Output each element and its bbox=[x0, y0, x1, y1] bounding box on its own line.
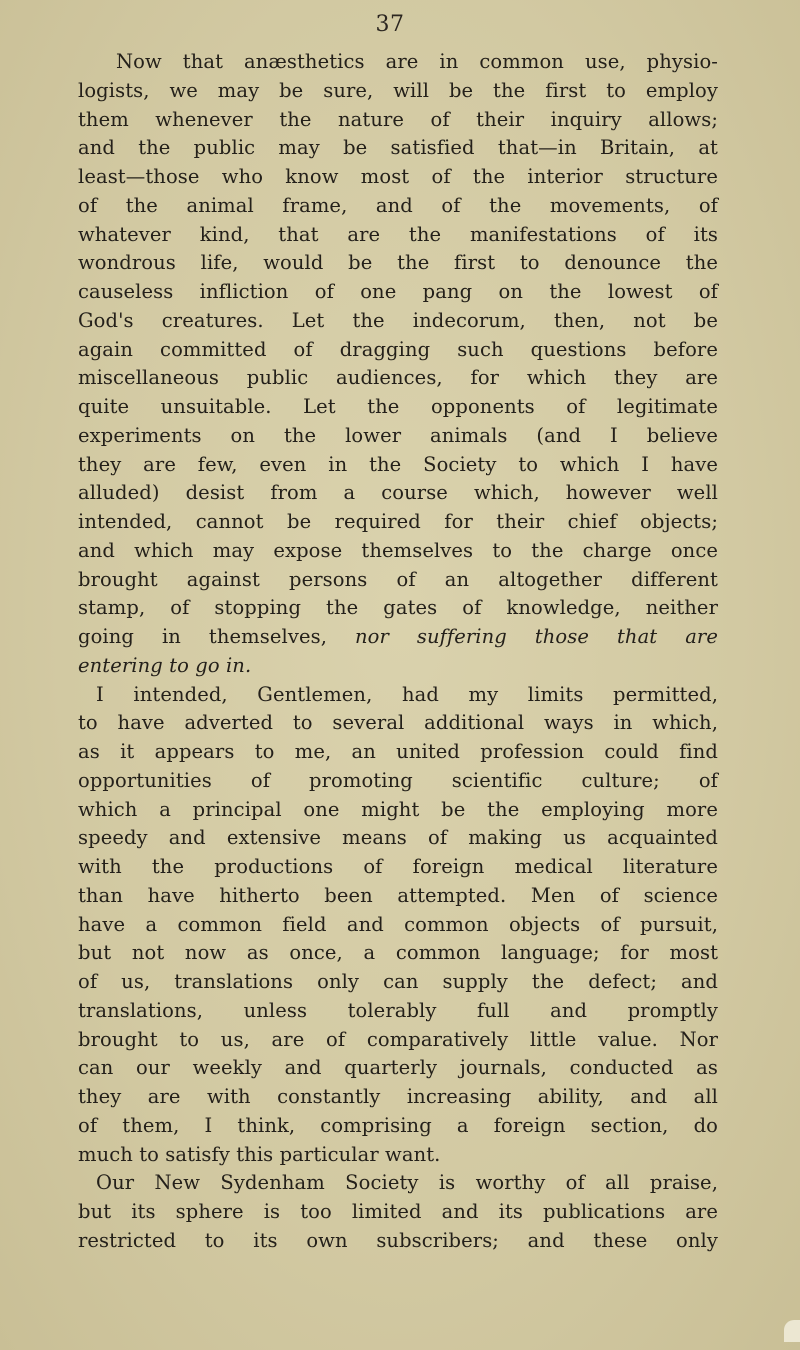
text-line: of us, translations only can supply the defect; and bbox=[78, 970, 718, 993]
text-line: but not now as once, a common language; for most bbox=[78, 941, 718, 965]
text-line-italic: entering to go in. bbox=[78, 653, 252, 677]
text-line: God's creatures. Let the indecorum, then, not be bbox=[78, 308, 718, 332]
text-line: and the public may be satisfied that—in Britain, at bbox=[78, 136, 718, 160]
text-line: opportunities of promoting scientific culture; of bbox=[78, 768, 718, 792]
text-line: again committed of dragging such questions before bbox=[78, 337, 718, 361]
page-edge-mark bbox=[784, 1320, 800, 1342]
text-line: of the animal frame, and of the movements, of bbox=[78, 193, 718, 217]
text-line: can our weekly and quarterly journals, conducted as bbox=[78, 1056, 718, 1080]
text-line: alluded) desist from a course which, however well bbox=[78, 481, 718, 505]
text-line: which a principal one might be the employing more bbox=[78, 797, 718, 821]
text-line: have a common field and common objects of pursuit, bbox=[78, 912, 718, 936]
text-line: logists, we may be sure, will be the first to employ bbox=[78, 78, 718, 102]
text-line: whatever kind, that are the manifestations of its bbox=[78, 222, 718, 246]
text-line: Now that anæsthetics are in common use, physio- bbox=[116, 50, 718, 73]
text-line-mixed bbox=[78, 623, 718, 652]
text-line: stamp, of stopping the gates of knowledge, neither bbox=[78, 596, 718, 620]
text-line: than have hitherto been attempted. Men of science bbox=[78, 883, 718, 907]
text-line: intended, cannot be required for their chief objects; bbox=[78, 510, 718, 533]
text-line: with the productions of foreign medical literature bbox=[78, 855, 718, 878]
text-line: causeless infliction of one pang on the lowest of bbox=[78, 280, 718, 303]
text-line: miscellaneous public audiences, for which they are bbox=[78, 366, 718, 390]
text-line: but its sphere is too limited and its publications are bbox=[78, 1200, 718, 1223]
text-line: much to satisfy this particular want. bbox=[78, 1142, 441, 1166]
text-line: speedy and extensive means of making us acquainted bbox=[78, 826, 718, 850]
text-line: they are with constantly increasing ability, and all bbox=[78, 1085, 718, 1108]
text-run: going in themselves, bbox=[78, 625, 355, 648]
page-number: 37 bbox=[375, 12, 405, 37]
italic-run: nor suffering those that are bbox=[354, 625, 718, 648]
text-line: as it appears to me, an united profession could find bbox=[78, 740, 718, 763]
text-line: they are few, even in the Society to which I have bbox=[78, 452, 718, 476]
text-line: and which may expose themselves to the charge once bbox=[78, 538, 718, 562]
text-line: I intended, Gentlemen, had my limits permitted, bbox=[96, 682, 718, 706]
text-line: of them, I think, comprising a foreign section, do bbox=[78, 1113, 718, 1137]
text-line: restricted to its own subscribers; and these only bbox=[78, 1228, 718, 1252]
text-line: to have adverted to several additional ways in which, bbox=[78, 711, 718, 735]
text-line: them whenever the nature of their inquiry allows; bbox=[78, 107, 718, 131]
text-line: Our New Sydenham Society is worthy of all praise, bbox=[96, 1171, 718, 1195]
text-line: brought against persons of an altogether different bbox=[78, 567, 718, 591]
body-text bbox=[78, 48, 718, 1256]
text-line: quite unsuitable. Let the opponents of legitimate bbox=[78, 395, 718, 418]
text-line: wondrous life, would be the first to denounce the bbox=[78, 251, 718, 275]
text-line: experiments on the lower animals (and I believe bbox=[78, 423, 718, 447]
text-line: translations, unless tolerably full and promptly bbox=[78, 998, 718, 1022]
text-line: brought to us, are of comparatively little value. Nor bbox=[78, 1027, 718, 1051]
text-line: least—those who know most of the interior structure bbox=[78, 165, 718, 188]
